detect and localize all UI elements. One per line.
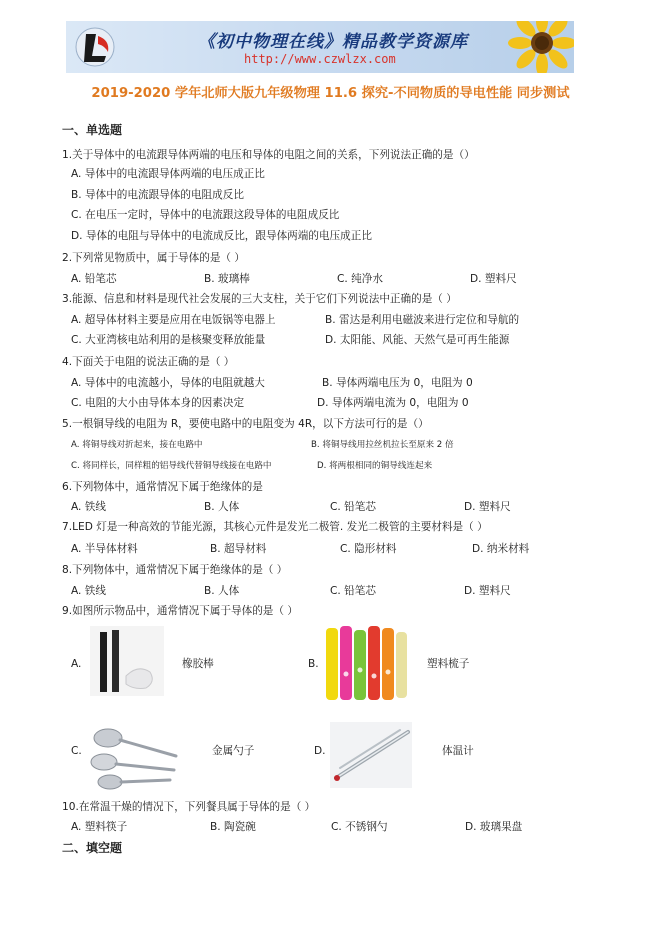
q2-option-d[interactable]: D. 塑料尺 — [470, 273, 517, 285]
q1-option-a[interactable]: A. 导体中的电流跟导体两端的电压成正比 — [71, 168, 265, 180]
q5-stem: 5.一根铜导线的电阻为 R，要使电路中的电阻变为 4R，以下方法可行的是（） — [62, 418, 429, 430]
q9-option-c-label: 金属勺子 — [212, 745, 255, 757]
sunflower-icon — [490, 21, 574, 73]
q4-option-d[interactable]: D. 导体两端电流为 0，电阻为 0 — [317, 397, 469, 409]
q8-option-d[interactable]: D. 塑料尺 — [464, 585, 511, 597]
q5-option-a[interactable]: A. 将铜导线对折起来，接在电路中 — [71, 440, 203, 450]
q4-option-a[interactable]: A. 导体中的电流越小，导体的电阻就越大 — [71, 377, 265, 389]
section-heading-fill-blank: 二、填空题 — [62, 841, 123, 855]
rubber-rod-image — [90, 626, 164, 696]
q1-stem: 1.关于导体中的电流跟导体两端的电压和导体的电阻之间的关系，下列说法正确的是（） — [62, 149, 475, 161]
header-banner — [66, 21, 574, 73]
thermometer-image — [330, 722, 412, 788]
q3-stem: 3.能源、信息和材料是现代社会发展的三大支柱，关于它们下列说法中正确的是（ ） — [62, 293, 457, 305]
q6-stem: 6.下列物体中，通常情况下属于绝缘体的是 — [62, 481, 263, 493]
q8-stem: 8.下列物体中，通常情况下属于绝缘体的是（ ） — [62, 564, 288, 576]
q7-option-d[interactable]: D. 纳米材料 — [472, 543, 530, 555]
document-title: 2019-2020 学年北师大版九年级物理 11.6 探究-不同物质的导电性能 同步测试 — [91, 86, 570, 101]
q10-option-a[interactable]: A. 塑料筷子 — [71, 821, 128, 833]
q2-stem: 2.下列常见物质中，属于导体的是（ ） — [62, 252, 245, 264]
q9-option-b-letter[interactable]: B. — [308, 658, 319, 670]
q9-option-c-letter[interactable]: C. — [71, 745, 82, 757]
q6-option-a[interactable]: A. 铁线 — [71, 501, 106, 513]
q5-option-c[interactable]: C. 将同样长，同样粗的铝导线代替铜导线接在电路中 — [71, 461, 272, 471]
q7-stem: 7.LED 灯是一种高效的节能光源，其核心元件是发光二极管. 发光二极管的主要材料是（ ） — [62, 521, 488, 533]
q4-stem: 4.下面关于电阻的说法正确的是（ ） — [62, 356, 235, 368]
q3-option-c[interactable]: C. 大亚湾核电站利用的是核聚变释放能量 — [71, 334, 266, 346]
q9-option-d-letter[interactable]: D. — [314, 745, 326, 757]
metal-spoon-image — [82, 718, 182, 792]
q7-option-c[interactable]: C. 隐形材料 — [340, 543, 397, 555]
banner-url[interactable]: http://www.czwlzx.com — [244, 52, 396, 66]
q2-option-c[interactable]: C. 纯净水 — [337, 273, 383, 285]
q8-option-a[interactable]: A. 铁线 — [71, 585, 106, 597]
q1-option-d[interactable]: D. 导体的电阻与导体中的电流成反比，跟导体两端的电压成正比 — [71, 230, 372, 242]
q3-option-a[interactable]: A. 超导体材料主要是应用在电饭锅等电器上 — [71, 314, 276, 326]
q6-option-c[interactable]: C. 铅笔芯 — [330, 501, 376, 513]
q3-option-b[interactable]: B. 雷达是利用电磁波来进行定位和导航的 — [325, 314, 520, 326]
q8-option-c[interactable]: C. 铅笔芯 — [330, 585, 376, 597]
q1-option-b[interactable]: B. 导体中的电流跟导体的电阻成反比 — [71, 189, 244, 201]
q9-stem: 9.如图所示物品中，通常情况下属于导体的是（ ） — [62, 605, 298, 617]
q8-option-b[interactable]: B. 人体 — [204, 585, 240, 597]
q10-option-c[interactable]: C. 不锈钢勺 — [331, 821, 388, 833]
banner-title: 《初中物理在线》精品教学资源库 — [198, 32, 468, 52]
q10-option-d[interactable]: D. 玻璃果盘 — [465, 821, 523, 833]
q10-stem: 10.在常温干燥的情况下，下列餐具属于导体的是（ ） — [62, 801, 316, 813]
q7-option-b[interactable]: B. 超导材料 — [210, 543, 267, 555]
q7-option-a[interactable]: A. 半导体材料 — [71, 543, 138, 555]
q6-option-d[interactable]: D. 塑料尺 — [464, 501, 511, 513]
q9-option-a-letter[interactable]: A. — [71, 658, 82, 670]
q10-option-b[interactable]: B. 陶瓷碗 — [210, 821, 256, 833]
q5-option-b[interactable]: B. 将铜导线用拉丝机拉长至原来 2 倍 — [311, 440, 454, 450]
q9-option-b-label: 塑料梳子 — [427, 658, 470, 670]
q9-option-d-label: 体温计 — [442, 745, 474, 757]
q4-option-c[interactable]: C. 电阻的大小由导体本身的因素决定 — [71, 397, 245, 409]
q5-option-d[interactable]: D. 将两根相同的铜导线连起来 — [317, 461, 433, 471]
section-heading-single-choice: 一、单选题 — [62, 123, 123, 137]
q2-option-a[interactable]: A. 铅笔芯 — [71, 273, 117, 285]
q2-option-b[interactable]: B. 玻璃棒 — [204, 273, 250, 285]
site-logo-icon — [72, 26, 118, 68]
q9-option-a-label: 橡胶棒 — [182, 658, 214, 670]
q6-option-b[interactable]: B. 人体 — [204, 501, 240, 513]
q1-option-c[interactable]: C. 在电压一定时，导体中的电流跟这段导体的电阻成反比 — [71, 209, 340, 221]
q3-option-d[interactable]: D. 太阳能、风能、天然气是可再生能源 — [325, 334, 510, 346]
q4-option-b[interactable]: B. 导体两端电压为 0，电阻为 0 — [322, 377, 473, 389]
plastic-comb-image — [322, 624, 412, 706]
